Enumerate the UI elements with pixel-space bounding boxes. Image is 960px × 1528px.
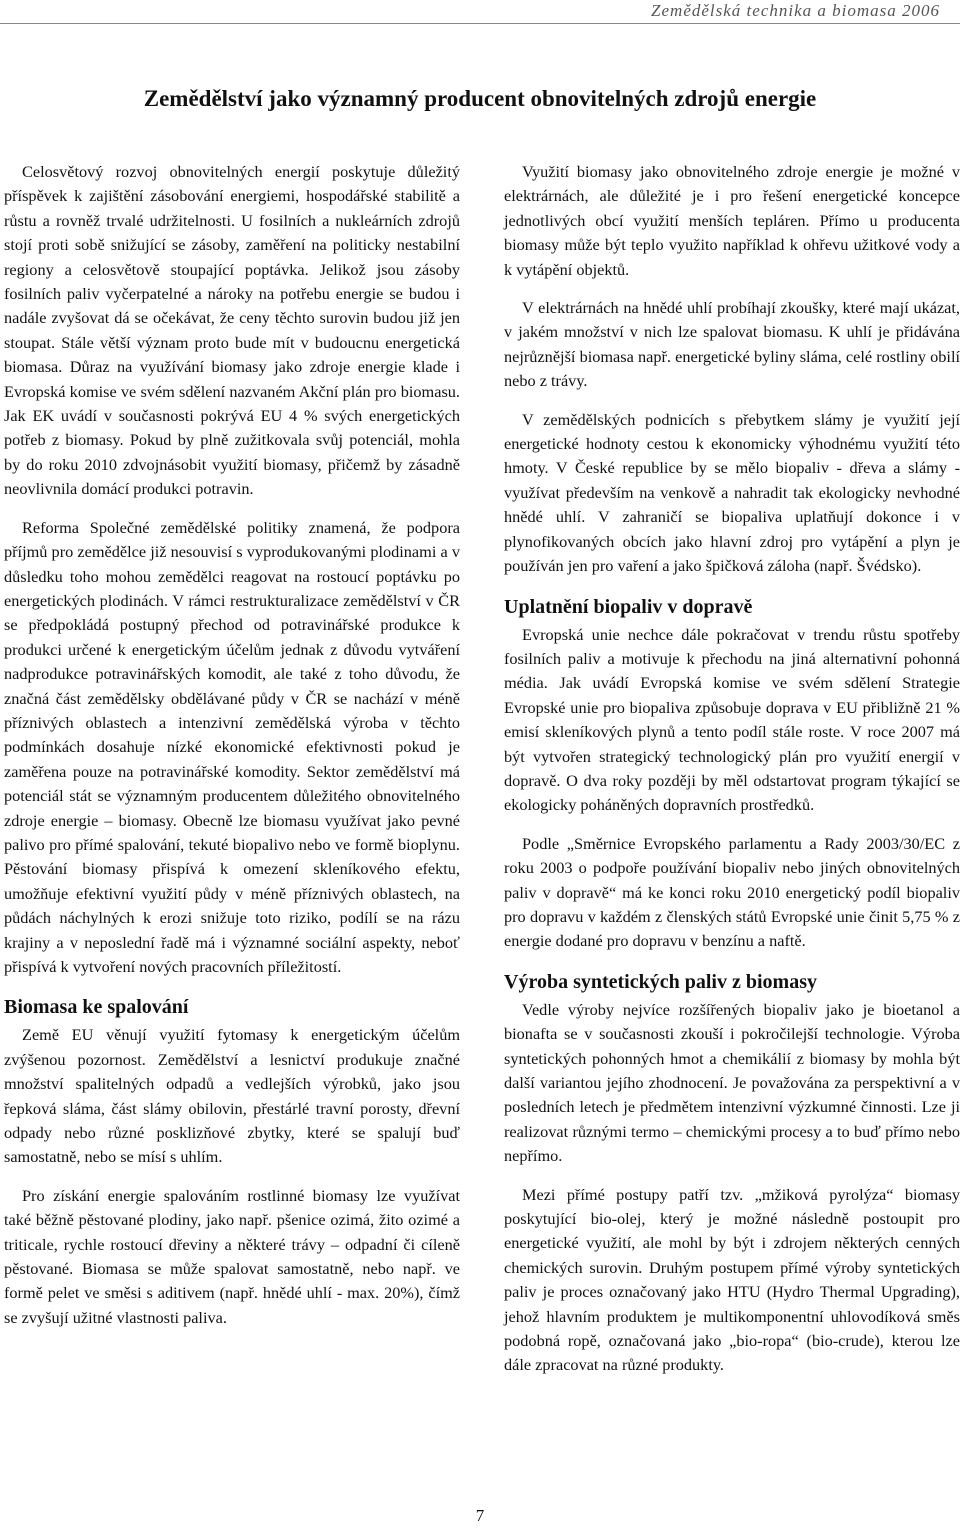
section-heading-uplatneni-biopaliv: Uplatnění biopaliv v dopravě xyxy=(504,595,753,618)
paragraph: Pro získání energie spalováním rostlinné biomasy lze využívat také běžně pěstované plodiny, jako např. pšenice ozimá, žito ozimé a triticale, rychle rostoucí dřeviny a některé trávy – odpadní či cíleně pěstované. Biomasa se může spalovat samostatně, nebo např. ve formě pelet ve směsi s aditivem (např. hnědé uhlí - max. 20%), čímž se zvyšují užitné vlastnosti paliva. xyxy=(4,1185,460,1327)
paragraph: Využití biomasy jako obnovitelného zdroje energie je možné v elektrárnách, ale důležité je i pro řešení energetické koncepce jednotlivých obcí využití menších tepláren. Přímo u producenta biomasy může být teplo využito například k ohřevu užitkové vody a k vytápění objektů. xyxy=(504,162,960,279)
section-heading-vyroba-syntetickych-paliv: Výroba syntetických paliv z biomasy xyxy=(504,970,817,993)
section-heading-biomasa-ke-spalovani: Biomasa ke spalování xyxy=(4,996,189,1019)
page-number: 7 xyxy=(475,1506,485,1525)
left-column xyxy=(4,160,460,1344)
paragraph: Podle „Směrnice Evropského parlamentu a Rady 2003/30/EC z roku 2003 o podpoře používání biopaliv nebo jiných obnovitelných paliv v dopravě“ má ke konci roku 2010 energetický podíl biopaliv pro dopravu v každém z členských států Evropské unie činit 5,75 % z energie dodané pro dopravu v benzínu a naftě. xyxy=(504,833,960,951)
running-header: Zemědělská technika a biomasa 2006 xyxy=(0,0,960,24)
paragraph: Reforma Společné zemědělské politiky znamená, že podpora příjmů pro zemědělce již nesouvisí s vyprodukovanými plodinami a v důsledku toho mohou zemědělci reagovat na rostoucí poptávku po energetických plodinách. V rámci restrukturalizace zemědělství v ČR se předpokládá postupný přechod od potravinářské produkce k produkci určené k energetickým účelům jednak z důvodu vytváření nadprodukce potravinářských komodit, ale také z toho důvodu, že značná část zemědělsky obdělávané půdy v ČR se nachází v méně příznivých oblastech a intenzivní zemědělská výroba v těchto podmínkách dosahuje nízké ekonomické efektivnosti pokud je zaměřena pouze na potravinářské komodity. Sektor zemědělství má potenciál stát se významným producentem důležitého obnovitelného zdroje energie – biomasy. Obecně lze biomasu využívat jako pevné palivo pro přímé spalování, tekuté biopalivo nebo ve formě bioplynu. Pěstování biomasy přispívá k omezení skleníkového efektu, umožňuje efektivní využití půdy v méně příznivých oblastech, na půdách náchylných k erozi snižuje toto riziko, podílí se na rázu krajiny a v neposlední řadě má i významné sociální aspekty, neboť přispívá k vytvoření nových pracovních příležitostí. xyxy=(4,517,460,976)
paragraph: V zemědělských podnicích s přebytkem slámy je využití její energetické hodnoty cestou k ekonomicky výhodnému využití této hmoty. V České republice by se mělo biopaliv - dřeva a slámy - využívat především na venkově a nahradit tak ekologicky nevhodné hnědé uhlí. V zahraničí se biopaliva uplatňují dokonce i v plynofikovaných obcích jako hlavní zdroj pro vytápění a plyn je používán jen pro vaření a jako špičková záloha (např. Švédsko). xyxy=(504,409,960,576)
article-title: Zemědělství jako významný producent obnovitelných zdrojů energie xyxy=(143,86,817,111)
paragraph: Celosvětový rozvoj obnovitelných energií poskytuje důležitý příspěvek k zajištění zásobování energiemi, hospodářské stabilitě a růstu a rovněž trvalé udržitelnosti. U fosilních a nukleárních zdrojů stojí proti sobě snižující se zásoby, zaměření na politicky nestabilní regiony a celosvětově stoupající poptávka. Jelikož jsou zásoby fosilních paliv vyčerpatelné a nároky na potřebu energie se budou i nadále zvyšovat dá se očekávat, že ceny těchto surovin budou již jen stoupat. Stále větší význam proto bude mít v budoucnu energetická biomasa. Důraz na využívání biomasy jako zdroje energie klade i Evropská komise ve svém sdělení nazvaném Akční plán pro biomasu. Jak EK uvádí v současnosti pokrývá EU 4 % svých energetických potřeb z biomasy. Pokud by plně zužitkovala svůj potenciál, mohla by do roku 2010 zdvojnásobit využití biomasy, přičemž by zásadně neovlivnila domácí produkci potravin. xyxy=(4,162,460,499)
paragraph: Vedle výroby nejvíce rozšířených biopaliv jako je bioetanol a bionafta se v současnosti zkouší i pokročilejší technologie. Výroba syntetických pohonných hmot a chemikálií z biomasy by mohla být další variantou jejího zhodnocení. Je považována za perspektivní a v posledních letech je předmětem intenzivní výzkumné činnosti. Lze ji realizovat různými termo – chemickými procesy a to buď přímo nebo nepřímo. xyxy=(504,999,960,1166)
paragraph: V elektrárnách na hnědé uhlí probíhají zkoušky, které mají ukázat, v jakém množství v nich lze spalovat biomasu. K uhlí je přidávána nejrůznější biomasa např. energetické byliny sláma, celé rostliny obilí nebo z trávy. xyxy=(504,298,960,391)
paragraph: Mezi přímé postupy patří tzv. „mžiková pyrolýza“ biomasy poskytující bio-olej, který je možné následně postoupit pro energetické využití, ale mohl by být i zdrojem některých cenných chemických surovin. Druhým postupem přímé výroby syntetických paliv je proces označovaný jako HTU (Hydro Thermal Upgrading), jehož hlavním produktem je multikomponentní uhlovodíková směs podobná ropě, označovaná jako „bio-ropa“ (bio-crude), kterou lze dále zpracovat na různé produkty. xyxy=(504,1184,960,1375)
paragraph: Evropská unie nechce dále pokračovat v trendu růstu spotřeby fosilních paliv a motivuje k přechodu na jiná alternativní pohonná média. Jak uvádí Evropská komise ve svém sdělení Strategie Evropské unie pro biopaliva způsobuje doprava v EU přibližně 21 % emisí skleníkových plynů a tento podíl stále roste. V roce 2007 má být vytvořen strategický technologický plán pro využití energií v dopravě. O dva roky později by měl odstartovat program týkající se ekologicky poháněných dopravních prostředků. xyxy=(504,624,960,815)
paragraph: Země EU věnují využití fytomasy k energetickým účelům zvýšenou pozornost. Zemědělství a lesnictví produkuje značné množství spalitelných odpadů a vedlejších výrobků, jako jsou řepková sláma, část slámy obilovin, přestárlé travní porosty, dřevní odpady nebo různé posklizňové zbytky, které se spalují buď samostatně, nebo se mísí s uhlím. xyxy=(4,1025,460,1167)
right-column xyxy=(504,160,960,1392)
